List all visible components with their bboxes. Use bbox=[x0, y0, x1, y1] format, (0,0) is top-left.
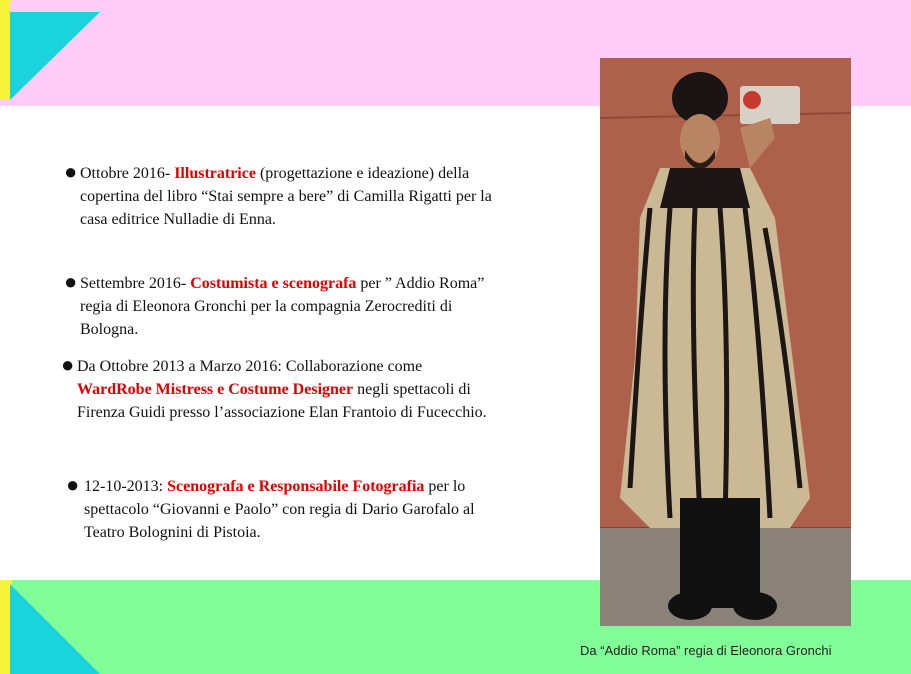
top-left-triangle-decoration bbox=[0, 0, 100, 106]
list-item: ● 12-10-2013: Scenografa e Responsabile Fotografia per lo spettacolo “Giovanni e Paolo” con regia di Dario Garofalo al Teatro Bolognini di Pistoia. bbox=[66, 472, 475, 541]
list-item: ● Da Ottobre 2013 a Marzo 2016: Collaborazione come WardRobe Mistress e Costume Designer negli spettacoli di Firenza Guidi presso l’associazione Elan Frantoio di Fucecchio. bbox=[61, 352, 487, 421]
photo-caption: Da “Addio Roma” regia di Eleonora Gronchi bbox=[580, 643, 832, 658]
list-item: ● Ottobre 2016- Illustratrice (progettazione e ideazione) della copertina del libro “Stai sempre a bere” di Camilla Rigatti per la casa editrice Nulladie di Enna. bbox=[64, 159, 492, 228]
costume-photo bbox=[600, 58, 851, 626]
bullet-icon: ● bbox=[64, 159, 78, 184]
role-highlight: Scenografa e Responsabile Fotografia bbox=[167, 478, 425, 495]
role-highlight: Illustratrice bbox=[174, 165, 256, 182]
role-highlight: WardRobe Mistress e Costume Designer bbox=[77, 381, 354, 398]
bullet-icon: ● bbox=[66, 472, 80, 497]
bullet-icon: ● bbox=[61, 352, 75, 377]
list-item: ● Settembre 2016- Costumista e scenografa per ” Addio Roma” regia di Eleonora Gronchi per la compagnia Zerocrediti di Bologna. bbox=[64, 269, 485, 338]
role-highlight: Costumista e scenografa bbox=[190, 275, 357, 292]
bottom-left-triangle-decoration bbox=[0, 580, 100, 674]
bullet-icon: ● bbox=[64, 269, 78, 294]
